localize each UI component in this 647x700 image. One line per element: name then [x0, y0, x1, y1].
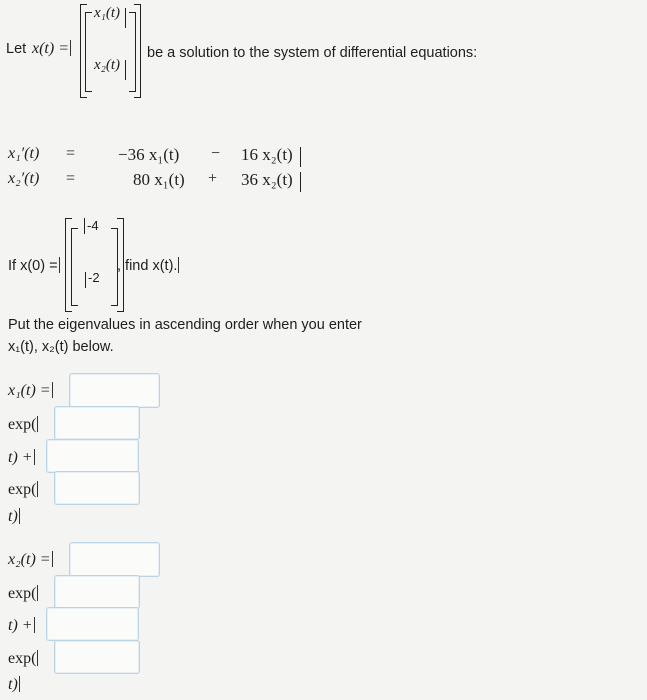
eq1-term2: 16 x₂(t): [241, 145, 293, 164]
initial-suffix: , find x(t).: [117, 258, 178, 274]
eq1-equals: =: [66, 145, 76, 162]
eq1-term1: −36 x₁(t): [118, 145, 180, 164]
x2-exp2-label: exp(: [8, 650, 37, 667]
instructions-line2: x₁(t), x₂(t) below.: [8, 339, 114, 355]
x1-label: x₁(t) =: [8, 382, 51, 399]
eq1-lhs: x₁′(t): [8, 145, 40, 162]
x1-exp2-label: exp(: [8, 481, 37, 498]
x2-label: x₂(t) =: [8, 551, 51, 568]
x1-eigenvalue-1-input[interactable]: [54, 406, 140, 440]
x2-t-close-label: t): [8, 676, 18, 693]
x2-t-plus-label: t) +: [8, 617, 33, 634]
initial-bottom: -2: [88, 270, 100, 285]
eq2-equals: =: [66, 170, 76, 187]
x1-eigenvalue-2-input[interactable]: [54, 471, 140, 505]
intro-let: Let: [6, 41, 27, 57]
intro-suffix: be a solution to the system of differential equations:: [147, 45, 478, 61]
eq2-term2: 36 x₂(t): [241, 170, 293, 189]
intro-x-of-t: x(t) =: [32, 40, 69, 57]
eq2-lhs: x₂′(t): [8, 170, 40, 187]
x2-exp1-label: exp(: [8, 585, 37, 602]
instructions-line1: Put the eigenvalues in ascending order when you enter: [8, 317, 362, 333]
eq1-op: −: [211, 145, 221, 162]
initial-top: -4: [87, 218, 99, 233]
x2-eigenvalue-1-input[interactable]: [54, 575, 140, 609]
x1-exp1-label: exp(: [8, 416, 37, 433]
eq2-op: +: [208, 170, 218, 187]
x1-t-close-label: t): [8, 508, 18, 525]
x2-coefficient-1-input[interactable]: [69, 542, 160, 577]
x1-coefficient-1-input[interactable]: [69, 373, 160, 408]
vector-bottom: x₂(t): [94, 57, 121, 73]
x2-coefficient-2-input[interactable]: [46, 607, 139, 641]
x2-eigenvalue-2-input[interactable]: [54, 640, 140, 674]
initial-prefix: If x(0) =: [8, 258, 58, 274]
x1-coefficient-2-input[interactable]: [46, 439, 139, 473]
eq2-term1: 80 x₁(t): [133, 170, 185, 189]
x1-t-plus-label: t) +: [8, 449, 33, 466]
vector-top: x₁(t): [94, 5, 121, 21]
